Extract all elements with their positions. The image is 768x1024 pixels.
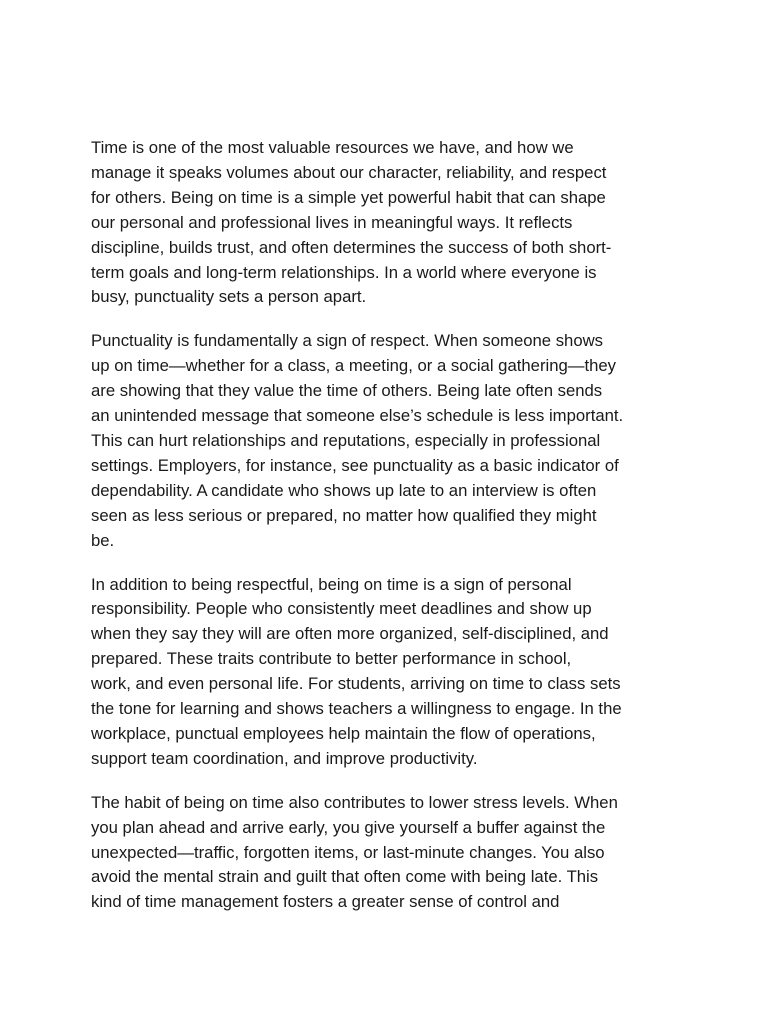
paragraph-3: In addition to being respectful, being on time is a sign of personal responsibility. People who consistently meet deadlines and show up when they say they will are often more organized, self-disciplined, and prepared. These traits contribute to better performance in school, work, and even personal life. For students, arriving on time to class sets the tone for learning and shows teachers a willingness to engage. In the workplace, punctual employees help maintain the flow of operations, support team coordination, and improve productivity.: [91, 574, 622, 768]
paragraph-1: Time is one of the most valuable resources we have, and how we manage it speaks volumes about our character, reliability, and respect for others. Being on time is a simple yet powerful habit that can shape our personal and professional lives in meaningful ways. It reflects discipline, builds trust, and often determines the success of both short- term goals and long-term relationships. In a world where everyone is busy, punctuality sets a person apart.: [91, 138, 612, 307]
paragraph-2: Punctuality is fundamentally a sign of respect. When someone shows up on time—whether for a class, a meeting, or a social gathering—they are showing that they value the time of others. Being late often sends an unintended message that someone else’s schedule is less important. This can hurt relationships and reputations, especially in professional settings. Employers, for instance, see punctuality as a basic indicator of dependability. A candidate who shows up late to an interview is often seen as less serious or prepared, no matter how qualified they might be.: [91, 331, 624, 550]
document-body: [91, 136, 691, 934]
paragraph-4: The habit of being on time also contributes to lower stress levels. When you plan ahead and arrive early, you give yourself a buffer against the unexpected—traffic, forgotten items, or last-minute changes. You also avoid the mental strain and guilt that often come with being late. This kind of time management fosters a greater sense of control and: [91, 792, 618, 912]
